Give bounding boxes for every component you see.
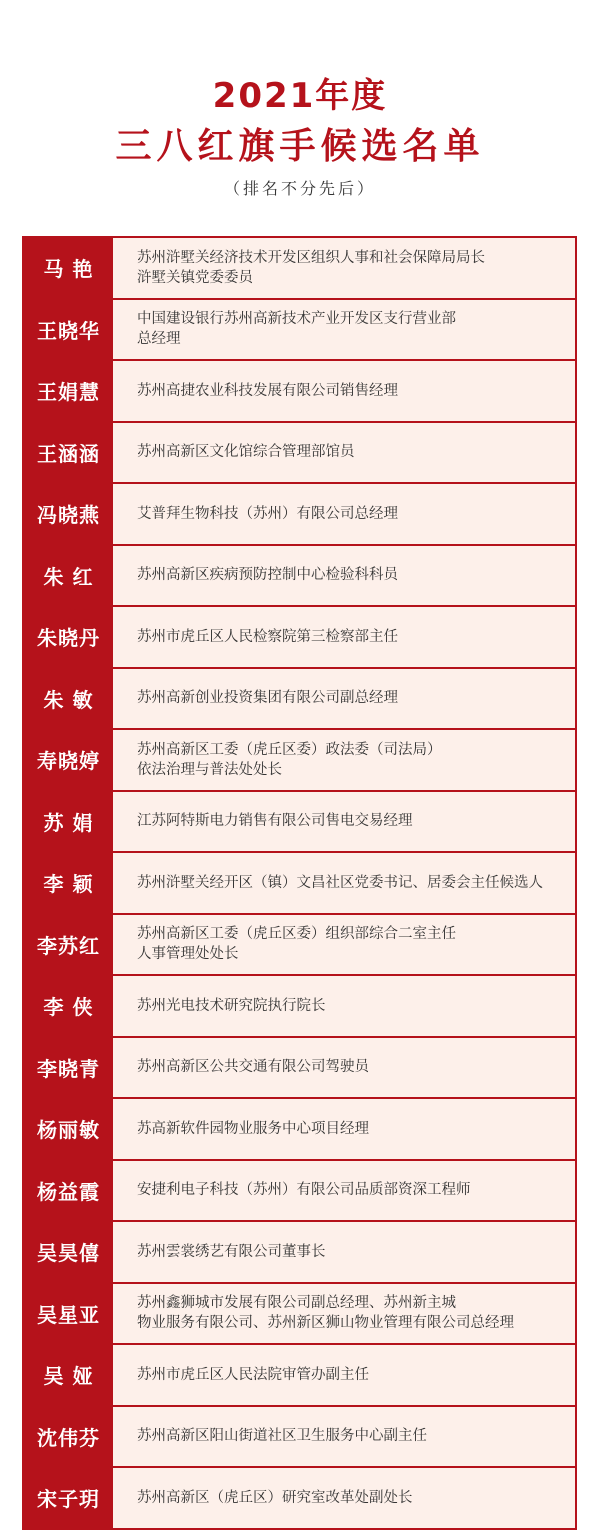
candidate-description: 苏州高新创业投资集团有限公司副总经理: [113, 669, 575, 729]
candidate-name: 寿晓婷: [24, 730, 113, 790]
candidate-row: [24, 300, 575, 362]
candidate-description: 苏州鑫狮城市发展有限公司副总经理、苏州新主城 物业服务有限公司、苏州新区狮山物业管理有限公司总经理: [113, 1284, 575, 1344]
candidate-description: 苏州雲裳绣艺有限公司董事长: [113, 1222, 575, 1282]
candidate-row: [24, 669, 575, 731]
candidate-row: [24, 976, 575, 1038]
candidate-name: 吴星亚: [24, 1284, 113, 1344]
candidate-name: 王娟慧: [24, 361, 113, 421]
page-subtitle: （排名不分先后）: [223, 179, 376, 198]
page-header: [0, 0, 600, 236]
candidate-name: 马 艳: [24, 238, 113, 298]
candidate-description: 苏高新软件园物业服务中心项目经理: [113, 1099, 575, 1159]
candidate-description: 江苏阿特斯电力销售有限公司售电交易经理: [113, 792, 575, 852]
candidate-row: [24, 1038, 575, 1100]
candidate-name: 李 侠: [24, 976, 113, 1036]
candidate-name: 杨丽敏: [24, 1099, 113, 1159]
candidate-row: [24, 546, 575, 608]
candidate-description: 苏州市虎丘区人民法院审管办副主任: [113, 1345, 575, 1405]
candidate-description: 苏州浒墅关经开区（镇）文昌社区党委书记、居委会主任候选人: [113, 853, 575, 913]
candidate-description: 苏州高新区工委（虎丘区委）组织部综合二室主任 人事管理处处长: [113, 915, 575, 975]
candidate-description: 中国建设银行苏州高新技术产业开发区支行营业部 总经理: [113, 300, 575, 360]
candidate-row: [24, 853, 575, 915]
candidate-name: 沈伟芬: [24, 1407, 113, 1467]
candidate-row: [24, 1345, 575, 1407]
candidate-row: [24, 730, 575, 792]
candidate-row: [24, 1099, 575, 1161]
candidate-name: 苏 娟: [24, 792, 113, 852]
candidate-description: 苏州高新区（虎丘区）研究室改革处副处长: [113, 1468, 575, 1528]
candidate-description: 苏州高新区工委（虎丘区委）政法委（司法局） 依法治理与普法处处长: [113, 730, 575, 790]
candidate-description: 安捷利电子科技（苏州）有限公司品质部资深工程师: [113, 1161, 575, 1221]
candidate-name: 李 颖: [24, 853, 113, 913]
candidate-row: [24, 1161, 575, 1223]
candidate-name: 李晓青: [24, 1038, 113, 1098]
candidate-row: [24, 1222, 575, 1284]
page-title-year: 2021年度: [212, 76, 388, 116]
candidate-name: 冯晓燕: [24, 484, 113, 544]
candidate-row: [24, 1468, 575, 1530]
candidate-description: 苏州高新区文化馆综合管理部馆员: [113, 423, 575, 483]
candidate-row: [24, 238, 575, 300]
candidate-name: 吴昊僖: [24, 1222, 113, 1282]
candidate-name: 朱晓丹: [24, 607, 113, 667]
candidate-name: 宋子玥: [24, 1468, 113, 1528]
candidate-row: [24, 1284, 575, 1346]
candidate-row: [24, 607, 575, 669]
candidate-description: 苏州浒墅关经济技术开发区组织人事和社会保障局局长 浒墅关镇党委委员: [113, 238, 575, 298]
candidate-name: 吴 娅: [24, 1345, 113, 1405]
page-title: 三八红旗手候选名单: [115, 126, 485, 167]
candidate-table: [22, 236, 577, 1530]
candidate-name: 朱 红: [24, 546, 113, 606]
candidate-row: [24, 423, 575, 485]
candidate-name: 王晓华: [24, 300, 113, 360]
candidate-row: [24, 361, 575, 423]
candidate-name: 王涵涵: [24, 423, 113, 483]
candidate-row: [24, 1407, 575, 1469]
candidate-description: 苏州高新区疾病预防控制中心检验科科员: [113, 546, 575, 606]
candidate-name: 李苏红: [24, 915, 113, 975]
candidate-description: 苏州高新区阳山街道社区卫生服务中心副主任: [113, 1407, 575, 1467]
candidate-description: 苏州光电技术研究院执行院长: [113, 976, 575, 1036]
candidate-row: [24, 915, 575, 977]
candidate-name: 杨益霞: [24, 1161, 113, 1221]
candidate-description: 苏州高捷农业科技发展有限公司销售经理: [113, 361, 575, 421]
candidate-description: 苏州高新区公共交通有限公司驾驶员: [113, 1038, 575, 1098]
candidate-description: 艾普拜生物科技（苏州）有限公司总经理: [113, 484, 575, 544]
candidate-description: 苏州市虎丘区人民检察院第三检察部主任: [113, 607, 575, 667]
candidate-name: 朱 敏: [24, 669, 113, 729]
candidate-row: [24, 484, 575, 546]
candidate-row: [24, 792, 575, 854]
